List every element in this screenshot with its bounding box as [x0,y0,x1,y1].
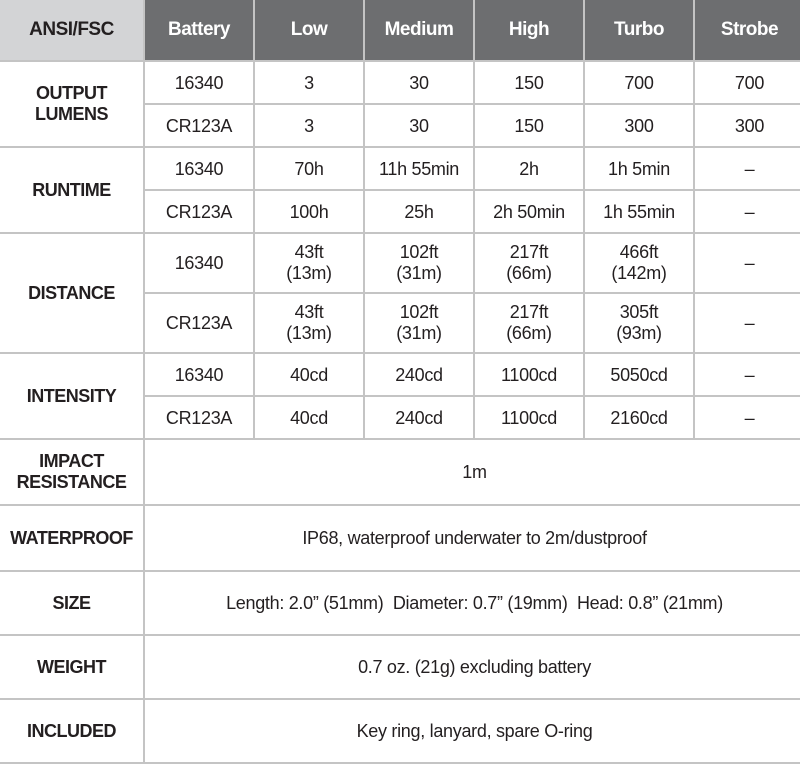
size-value: Length: 2.0” (51mm) Diameter: 0.7” (19mm) Head: 0.8” (21mm) [144,571,800,635]
cell-low [254,233,364,293]
cell-strobe: – [694,396,800,439]
column-header-high: High [474,0,584,61]
distance-m: (13m) [286,323,332,343]
cell-medium: 240cd [364,396,474,439]
cell-medium: 240cd [364,353,474,396]
table-row-intensity-16340 [0,353,800,396]
cell-high: 150 [474,61,584,104]
cell-turbo: 1h 5min [584,147,694,190]
row-label-intensity: INTENSITY [0,353,144,439]
row-label-runtime: RUNTIME [0,147,144,233]
cell-battery: CR123A [144,293,254,353]
cell-strobe: – [694,147,800,190]
cell-turbo [584,233,694,293]
table-row-impact-resistance [0,439,800,505]
column-header-turbo: Turbo [584,0,694,61]
cell-medium: 30 [364,61,474,104]
row-label-included: INCLUDED [0,699,144,763]
column-header-low: Low [254,0,364,61]
cell-battery: 16340 [144,61,254,104]
row-label-waterproof: WATERPROOF [0,505,144,571]
impact-resistance-value: 1m [144,439,800,505]
row-label-output-lumens [0,61,144,147]
distance-m: (13m) [286,263,332,283]
cell-strobe: – [694,293,800,353]
distance-ft: 466ft [619,242,659,262]
distance-m: (66m) [506,323,552,343]
cell-medium [364,293,474,353]
cell-high: 150 [474,104,584,147]
distance-m: (31m) [396,323,442,343]
cell-low: 40cd [254,396,364,439]
row-label-line: OUTPUT [36,83,107,103]
cell-high: 2h [474,147,584,190]
cell-low: 3 [254,61,364,104]
cell-strobe: 700 [694,61,800,104]
cell-medium: 30 [364,104,474,147]
cell-medium: 25h [364,190,474,233]
cell-turbo: 5050cd [584,353,694,396]
distance-ft: 43ft [294,302,324,322]
cell-strobe: – [694,233,800,293]
cell-turbo: 300 [584,104,694,147]
cell-strobe: – [694,353,800,396]
cell-high: 1100cd [474,353,584,396]
standard-header: ANSI/FSC [0,0,144,61]
distance-ft: 102ft [399,242,439,262]
cell-strobe: 300 [694,104,800,147]
weight-value: 0.7 oz. (21g) excluding battery [144,635,800,699]
distance-ft: 102ft [399,302,439,322]
cell-medium: 11h 55min [364,147,474,190]
cell-strobe: – [694,190,800,233]
distance-m: (31m) [396,263,442,283]
distance-m: (66m) [506,263,552,283]
cell-battery: 16340 [144,147,254,190]
table-row-weight [0,635,800,699]
cell-high [474,293,584,353]
table-row-output-16340 [0,61,800,104]
table-row-waterproof [0,505,800,571]
cell-high: 2h 50min [474,190,584,233]
column-header-medium: Medium [364,0,474,61]
table-row-runtime-16340 [0,147,800,190]
distance-ft: 305ft [619,302,659,322]
cell-low: 70h [254,147,364,190]
included-value: Key ring, lanyard, spare O-ring [144,699,800,763]
cell-high: 1100cd [474,396,584,439]
table-row-size [0,571,800,635]
cell-turbo: 2160cd [584,396,694,439]
cell-battery: 16340 [144,353,254,396]
table-row-included [0,699,800,763]
row-label-size: SIZE [0,571,144,635]
cell-battery: 16340 [144,233,254,293]
cell-low: 40cd [254,353,364,396]
cell-low: 100h [254,190,364,233]
row-label-line: LUMENS [35,104,108,124]
header-row [0,0,800,61]
distance-ft: 43ft [294,242,324,262]
row-label-impact-resistance [0,439,144,505]
cell-turbo [584,293,694,353]
row-label-line: IMPACT [39,451,104,471]
row-label-distance: DISTANCE [0,233,144,353]
cell-medium [364,233,474,293]
distance-ft: 217ft [509,302,549,322]
cell-low [254,293,364,353]
row-label-weight: WEIGHT [0,635,144,699]
cell-battery: CR123A [144,396,254,439]
cell-battery: CR123A [144,104,254,147]
cell-turbo: 1h 55min [584,190,694,233]
distance-ft: 217ft [509,242,549,262]
waterproof-value: IP68, waterproof underwater to 2m/dustproof [144,505,800,571]
column-header-strobe: Strobe [694,0,800,61]
table-row-distance-16340 [0,233,800,293]
cell-low: 3 [254,104,364,147]
distance-m: (142m) [611,263,667,283]
distance-m: (93m) [616,323,662,343]
row-label-line: RESISTANCE [16,472,127,492]
column-header-battery: Battery [144,0,254,61]
cell-turbo: 700 [584,61,694,104]
cell-battery: CR123A [144,190,254,233]
cell-high [474,233,584,293]
